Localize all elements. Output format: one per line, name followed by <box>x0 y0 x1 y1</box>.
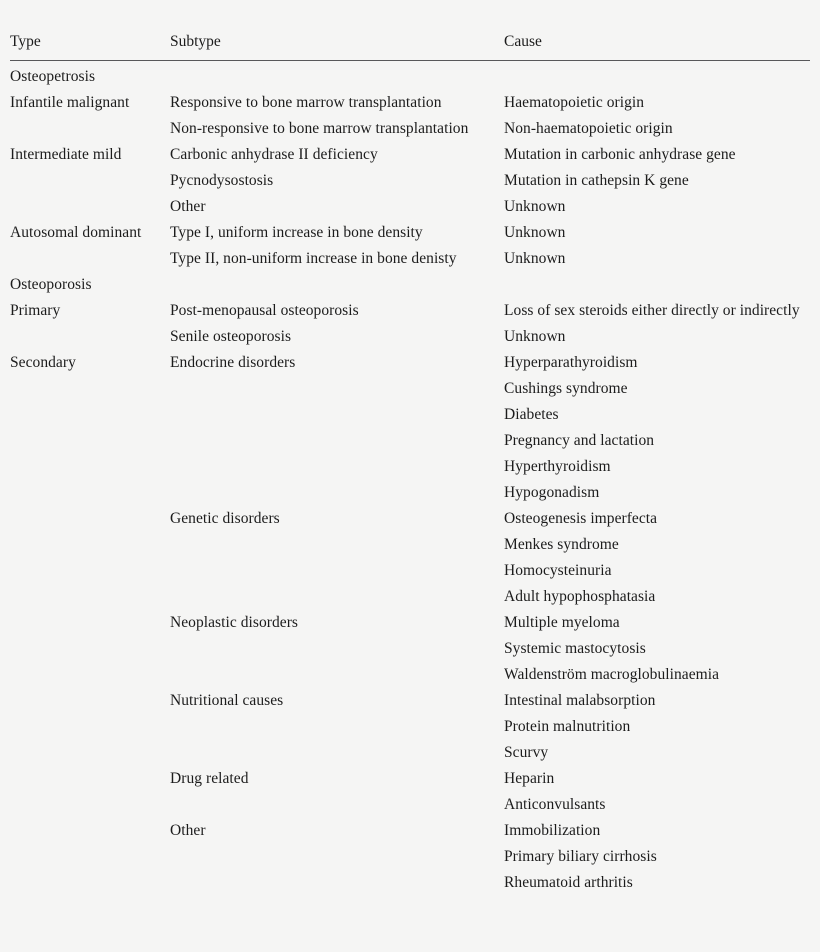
cell-cause: Hyperthyroidism <box>504 458 611 475</box>
cell-cause <box>504 61 810 91</box>
cell-cause: Homocysteinuria <box>504 562 612 579</box>
cell-type <box>10 558 170 584</box>
table-row <box>10 168 810 194</box>
cell-type <box>10 532 170 558</box>
table-body <box>10 61 810 897</box>
table-row <box>10 766 810 792</box>
cell-subtype: Pycnodysostosis <box>170 172 274 189</box>
table-row <box>10 584 810 610</box>
cell-type: Osteopetrosis <box>10 68 96 85</box>
table-row <box>10 688 810 714</box>
cell-subtype: Non-responsive to bone marrow transplantation <box>170 120 469 137</box>
cell-type: Primary <box>10 302 61 319</box>
cell-subtype: Carbonic anhydrase II deficiency <box>170 146 378 163</box>
cell-subtype <box>170 376 504 402</box>
cell-type <box>10 454 170 480</box>
cell-subtype <box>170 272 504 298</box>
table-container <box>0 33 820 952</box>
cell-cause: Mutation in carbonic anhydrase gene <box>504 146 736 163</box>
cell-cause: Heparin <box>504 770 555 787</box>
cell-type <box>10 792 170 818</box>
cell-cause: Cushings syndrome <box>504 380 628 397</box>
table-row <box>10 714 810 740</box>
cell-subtype <box>170 428 504 454</box>
cell-type <box>10 402 170 428</box>
cell-subtype <box>170 740 504 766</box>
cell-cause: Protein malnutrition <box>504 718 631 735</box>
cell-cause: Unknown <box>504 198 566 215</box>
table-row <box>10 662 810 688</box>
cell-subtype: Senile osteoporosis <box>170 328 292 345</box>
table-row <box>10 402 810 428</box>
cell-type <box>10 844 170 870</box>
cell-type <box>10 636 170 662</box>
table-row <box>10 142 810 168</box>
cell-subtype <box>170 558 504 584</box>
table-row <box>10 220 810 246</box>
cell-subtype: Nutritional causes <box>170 692 284 709</box>
cell-subtype <box>170 792 504 818</box>
cell-cause: Mutation in cathepsin K gene <box>504 172 689 189</box>
cell-subtype <box>170 844 504 870</box>
cell-type <box>10 376 170 402</box>
column-header-cause: Cause <box>504 33 542 50</box>
table-row <box>10 194 810 220</box>
cell-subtype <box>170 532 504 558</box>
table-row <box>10 792 810 818</box>
classification-table <box>10 33 810 896</box>
cell-subtype <box>170 584 504 610</box>
cell-subtype <box>170 714 504 740</box>
column-header-type: Type <box>10 33 41 50</box>
cell-cause: Loss of sex steroids either directly or indirectly <box>504 302 800 319</box>
table-row <box>10 116 810 142</box>
cell-cause: Menkes syndrome <box>504 536 619 553</box>
cell-cause: Immobilization <box>504 822 601 839</box>
table-row <box>10 376 810 402</box>
cell-subtype <box>170 662 504 688</box>
cell-cause: Adult hypophosphatasia <box>504 588 656 605</box>
cell-type <box>10 480 170 506</box>
table-row <box>10 61 810 91</box>
cell-type <box>10 714 170 740</box>
cell-cause: Diabetes <box>504 406 559 423</box>
table-row <box>10 428 810 454</box>
cell-subtype: Endocrine disorders <box>170 354 296 371</box>
table-header-row <box>10 33 810 61</box>
cell-type: Infantile malignant <box>10 94 130 111</box>
table-row <box>10 272 810 298</box>
table-row <box>10 454 810 480</box>
cell-type <box>10 688 170 714</box>
cell-type <box>10 324 170 350</box>
cell-subtype <box>170 61 504 91</box>
cell-cause <box>504 272 810 298</box>
cell-cause: Intestinal malabsorption <box>504 692 656 709</box>
table-row <box>10 350 810 376</box>
cell-type <box>10 740 170 766</box>
cell-cause: Anticonvulsants <box>504 796 606 813</box>
cell-cause: Haematopoietic origin <box>504 94 645 111</box>
cell-cause: Multiple myeloma <box>504 614 620 631</box>
cell-cause: Scurvy <box>504 744 549 761</box>
cell-cause: Non-haematopoietic origin <box>504 120 673 137</box>
table-row <box>10 298 810 324</box>
cell-type <box>10 194 170 220</box>
table-row <box>10 870 810 896</box>
cell-subtype: Post-menopausal osteoporosis <box>170 302 359 319</box>
cell-cause: Pregnancy and lactation <box>504 432 655 449</box>
cell-subtype: Type I, uniform increase in bone density <box>170 224 423 241</box>
cell-type <box>10 428 170 454</box>
table-row <box>10 740 810 766</box>
cell-type <box>10 818 170 844</box>
cell-subtype: Responsive to bone marrow transplantation <box>170 94 442 111</box>
table-header <box>10 33 810 61</box>
cell-type <box>10 870 170 896</box>
cell-cause: Unknown <box>504 224 566 241</box>
cell-cause: Waldenström macroglobulinaemia <box>504 666 720 683</box>
cell-subtype <box>170 480 504 506</box>
table-row <box>10 532 810 558</box>
cell-type <box>10 506 170 532</box>
cell-type <box>10 610 170 636</box>
table-row <box>10 818 810 844</box>
cell-subtype: Other <box>170 822 206 839</box>
cell-cause: Rheumatoid arthritis <box>504 874 633 891</box>
cell-type <box>10 246 170 272</box>
cell-subtype: Type II, non-uniform increase in bone denisty <box>170 250 457 267</box>
cell-type <box>10 584 170 610</box>
cell-cause: Unknown <box>504 250 566 267</box>
table-row <box>10 844 810 870</box>
cell-cause: Osteogenesis imperfecta <box>504 510 658 527</box>
cell-type: Osteoporosis <box>10 276 92 293</box>
cell-subtype: Drug related <box>170 770 249 787</box>
cell-type <box>10 662 170 688</box>
table-row <box>10 506 810 532</box>
cell-subtype <box>170 454 504 480</box>
cell-type <box>10 766 170 792</box>
cell-cause: Primary biliary cirrhosis <box>504 848 657 865</box>
cell-type: Autosomal dominant <box>10 224 142 241</box>
cell-cause: Unknown <box>504 328 566 345</box>
cell-type <box>10 168 170 194</box>
table-row <box>10 324 810 350</box>
cell-subtype <box>170 870 504 896</box>
table-row <box>10 636 810 662</box>
cell-type <box>10 116 170 142</box>
cell-subtype: Other <box>170 198 206 215</box>
table-row <box>10 610 810 636</box>
cell-subtype <box>170 636 504 662</box>
column-header-subtype: Subtype <box>170 33 221 50</box>
table-row <box>10 90 810 116</box>
cell-subtype: Neoplastic disorders <box>170 614 298 631</box>
cell-cause: Hypogonadism <box>504 484 600 501</box>
cell-cause: Hyperparathyroidism <box>504 354 638 371</box>
table-row <box>10 246 810 272</box>
table-row <box>10 558 810 584</box>
cell-subtype <box>170 402 504 428</box>
table-row <box>10 480 810 506</box>
cell-subtype: Genetic disorders <box>170 510 280 527</box>
cell-type: Secondary <box>10 354 76 371</box>
cell-cause: Systemic mastocytosis <box>504 640 646 657</box>
cell-type: Intermediate mild <box>10 146 122 163</box>
